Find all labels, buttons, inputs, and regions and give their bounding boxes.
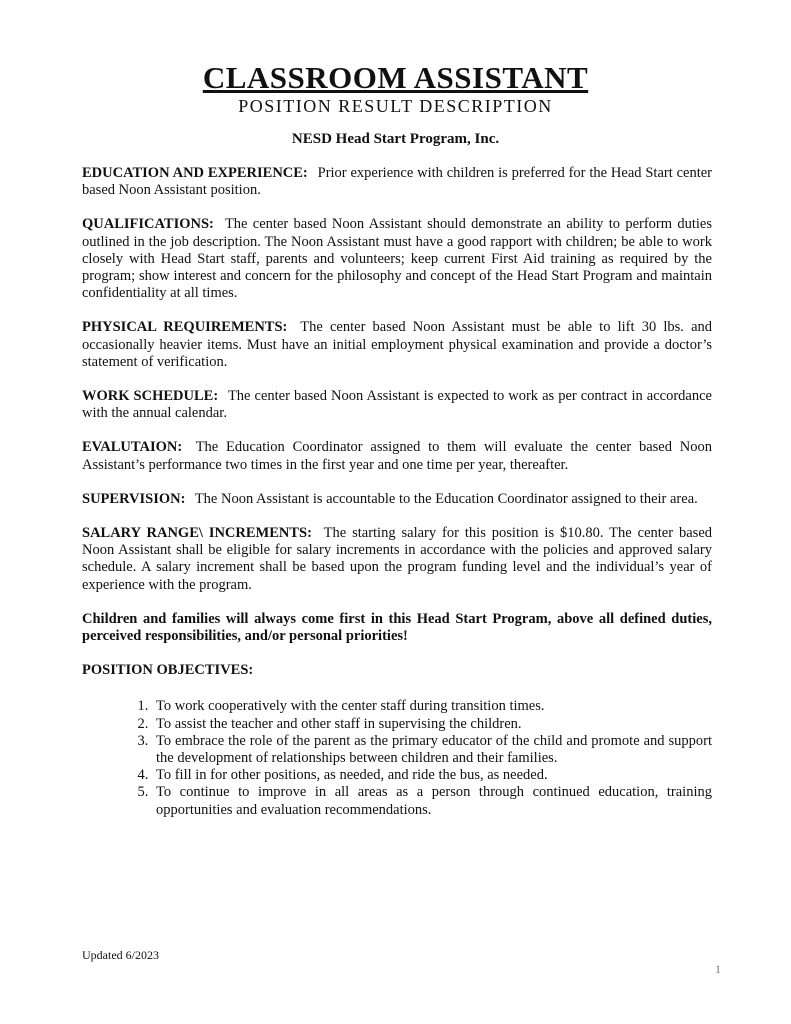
section-work-schedule bbox=[82, 388, 712, 422]
list-item: 4. To fill in for other positions, as needed, and ride the bus, as needed. bbox=[152, 767, 712, 784]
objectives-heading: POSITION OBJECTIVES: bbox=[82, 662, 254, 679]
section-text: The Noon Assistant is accountable to the Education Coordinator assigned to their area. bbox=[194, 490, 698, 507]
section-supervision bbox=[82, 491, 712, 508]
section-heading: WORK SCHEDULE: bbox=[82, 388, 219, 405]
page-number: 1 bbox=[715, 962, 721, 976]
list-item: 3. To embrace the role of the parent as the primary educator of the child and promote and support the development of relationships between children and their families. bbox=[152, 733, 712, 767]
organization-name: NESD Head Start Program, Inc. bbox=[291, 131, 500, 147]
updated-date: Updated 6/2023 bbox=[82, 948, 159, 962]
section-text: The starting salary for this position is $10.80. The center based Noon Assistant shall be eligible for salary increments in accordance with the policies and approved salary schedule. A salary increment shall be based upon the program funding level and the individual’s year of experience with the program. bbox=[82, 525, 713, 593]
section-heading: SUPERVISION: bbox=[82, 490, 186, 507]
section-salary bbox=[82, 525, 712, 594]
objectives-list bbox=[82, 698, 712, 818]
section-heading: EDUCATION AND EXPERIENCE: bbox=[82, 165, 308, 181]
document-body bbox=[82, 165, 712, 819]
section-evaluation bbox=[82, 439, 712, 473]
section-heading: QUALIFICATIONS: bbox=[82, 216, 214, 233]
section-text: The center based Noon Assistant is expected to work as per contract in accordance with the annual calendar. bbox=[82, 388, 712, 422]
section-education bbox=[82, 165, 712, 199]
document-subtitle: POSITION RESULT DESCRIPTION bbox=[238, 96, 553, 116]
section-physical-requirements bbox=[82, 319, 712, 371]
list-item: 2. To assist the teacher and other staff in supervising the children. bbox=[152, 716, 712, 733]
section-heading: SALARY RANGE\ INCREMENTS: bbox=[82, 525, 312, 542]
section-text: The center based Noon Assistant must be able to lift 30 lbs. and occasionally heavier items. Must have an initial employment physical examination and provide a doctor’s statement of verification. bbox=[82, 319, 712, 370]
section-heading: PHYSICAL REQUIREMENTS: bbox=[82, 319, 288, 336]
commitment-statement: Children and families will always come first in this Head Start Program, above all defined duties, perceived responsibilities, and/or personal priorities! bbox=[82, 610, 712, 645]
list-item: 5. To continue to improve in all areas as a person through continued education, training opportunities and evaluation recommendations. bbox=[152, 784, 712, 818]
section-text: The center based Noon Assistant should demonstrate an ability to perform duties outlined in the job description. The Noon Assistant must have a good rapport with children; be able to work closely with Head Start staff, parents and volunteers; keep current First Aid training as required by the program; show interest and concern for the philosophy and concept of the Head Start Program and maintain confidentiality at all times. bbox=[82, 216, 712, 302]
section-heading: EVALUTAION: bbox=[82, 439, 183, 456]
section-qualifications bbox=[82, 216, 712, 302]
section-text: Prior experience with children is preferred for the Head Start center based Noon Assistant position. bbox=[82, 165, 713, 199]
section-text: The Education Coordinator assigned to them will evaluate the center based Noon Assistant’s performance two times in the first year and one time per year, thereafter. bbox=[82, 439, 712, 473]
list-item: 1. To work cooperatively with the center staff during transition times. bbox=[152, 698, 712, 715]
document-title: CLASSROOM ASSISTANT bbox=[202, 60, 589, 95]
